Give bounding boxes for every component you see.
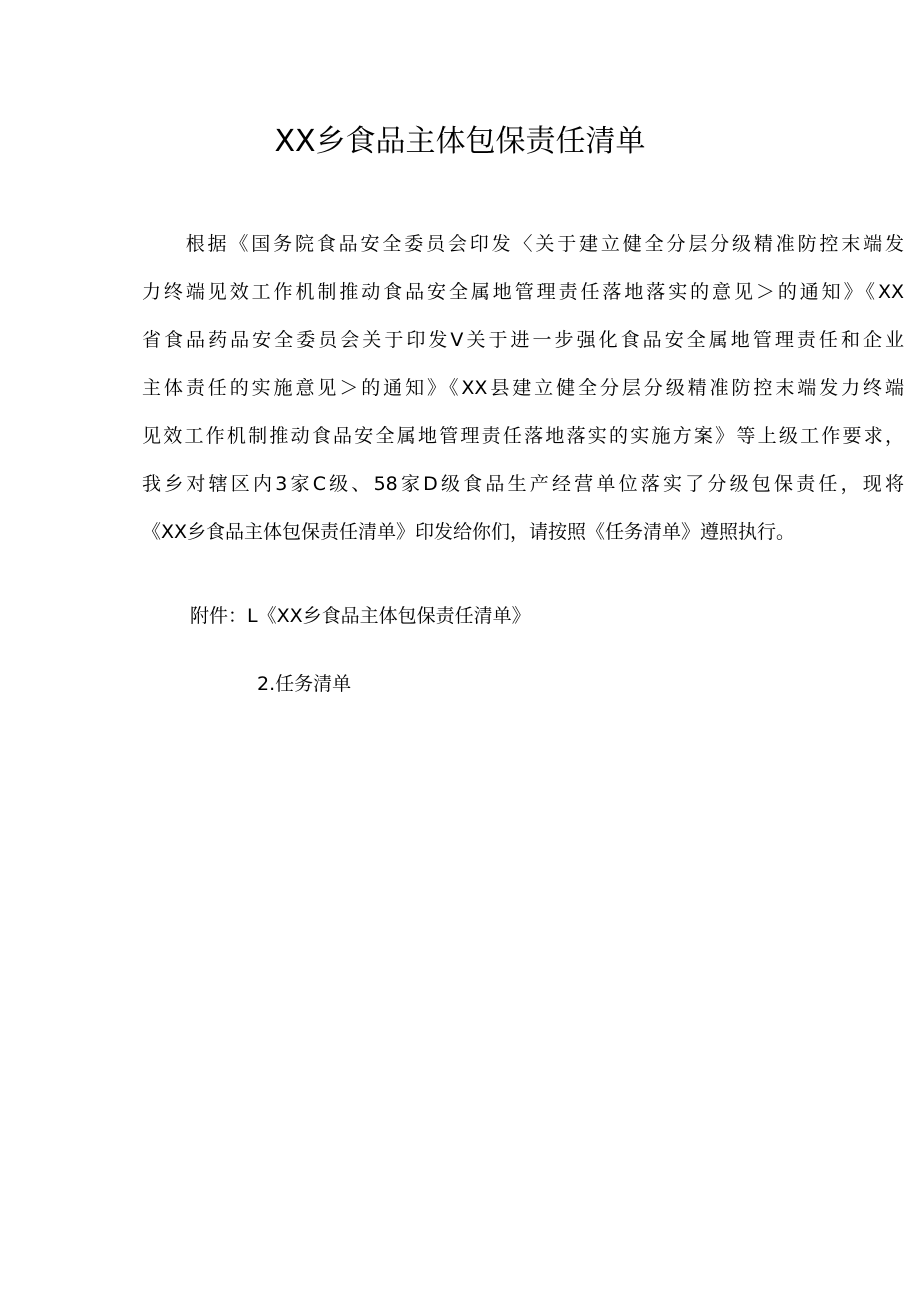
document-title: XX乡食品主体包保责任清单 [274,124,646,159]
body-paragraph-line-6: 我乡对辖区内3家C级、58家D级食品生产经营单位落实了分级包保责任，现将 [142,473,904,495]
body-paragraph-line-2: 力终端见效工作机制推动食品安全属地管理责任落地落实的意见＞的通知》《XX [142,281,904,303]
body-paragraph-line-3: 省食品药品安全委员会关于印发Ⅴ关于进一步强化食品安全属地管理责任和企业 [142,329,904,351]
body-paragraph-line-7: 《XX乡食品主体包保责任清单》印发给你们，请按照《任务清单》遵照执行。 [142,521,796,543]
body-paragraph-line-4: 主体责任的实施意见＞的通知》《XX县建立健全分层分级精准防控末端发力终端 [142,377,904,399]
attachment-item-2: 2.任务清单 [257,673,352,695]
body-paragraph-line-1: 根据《国务院食品安全委员会印发〈关于建立健全分层分级精准防控末端发 [142,233,904,255]
body-paragraph-line-5: 见效工作机制推动食品安全属地管理责任落地落实的实施方案》等上级工作要求， [142,425,904,447]
attachment-line: 附件：L《XX乡食品主体包保责任清单》 [190,605,531,627]
